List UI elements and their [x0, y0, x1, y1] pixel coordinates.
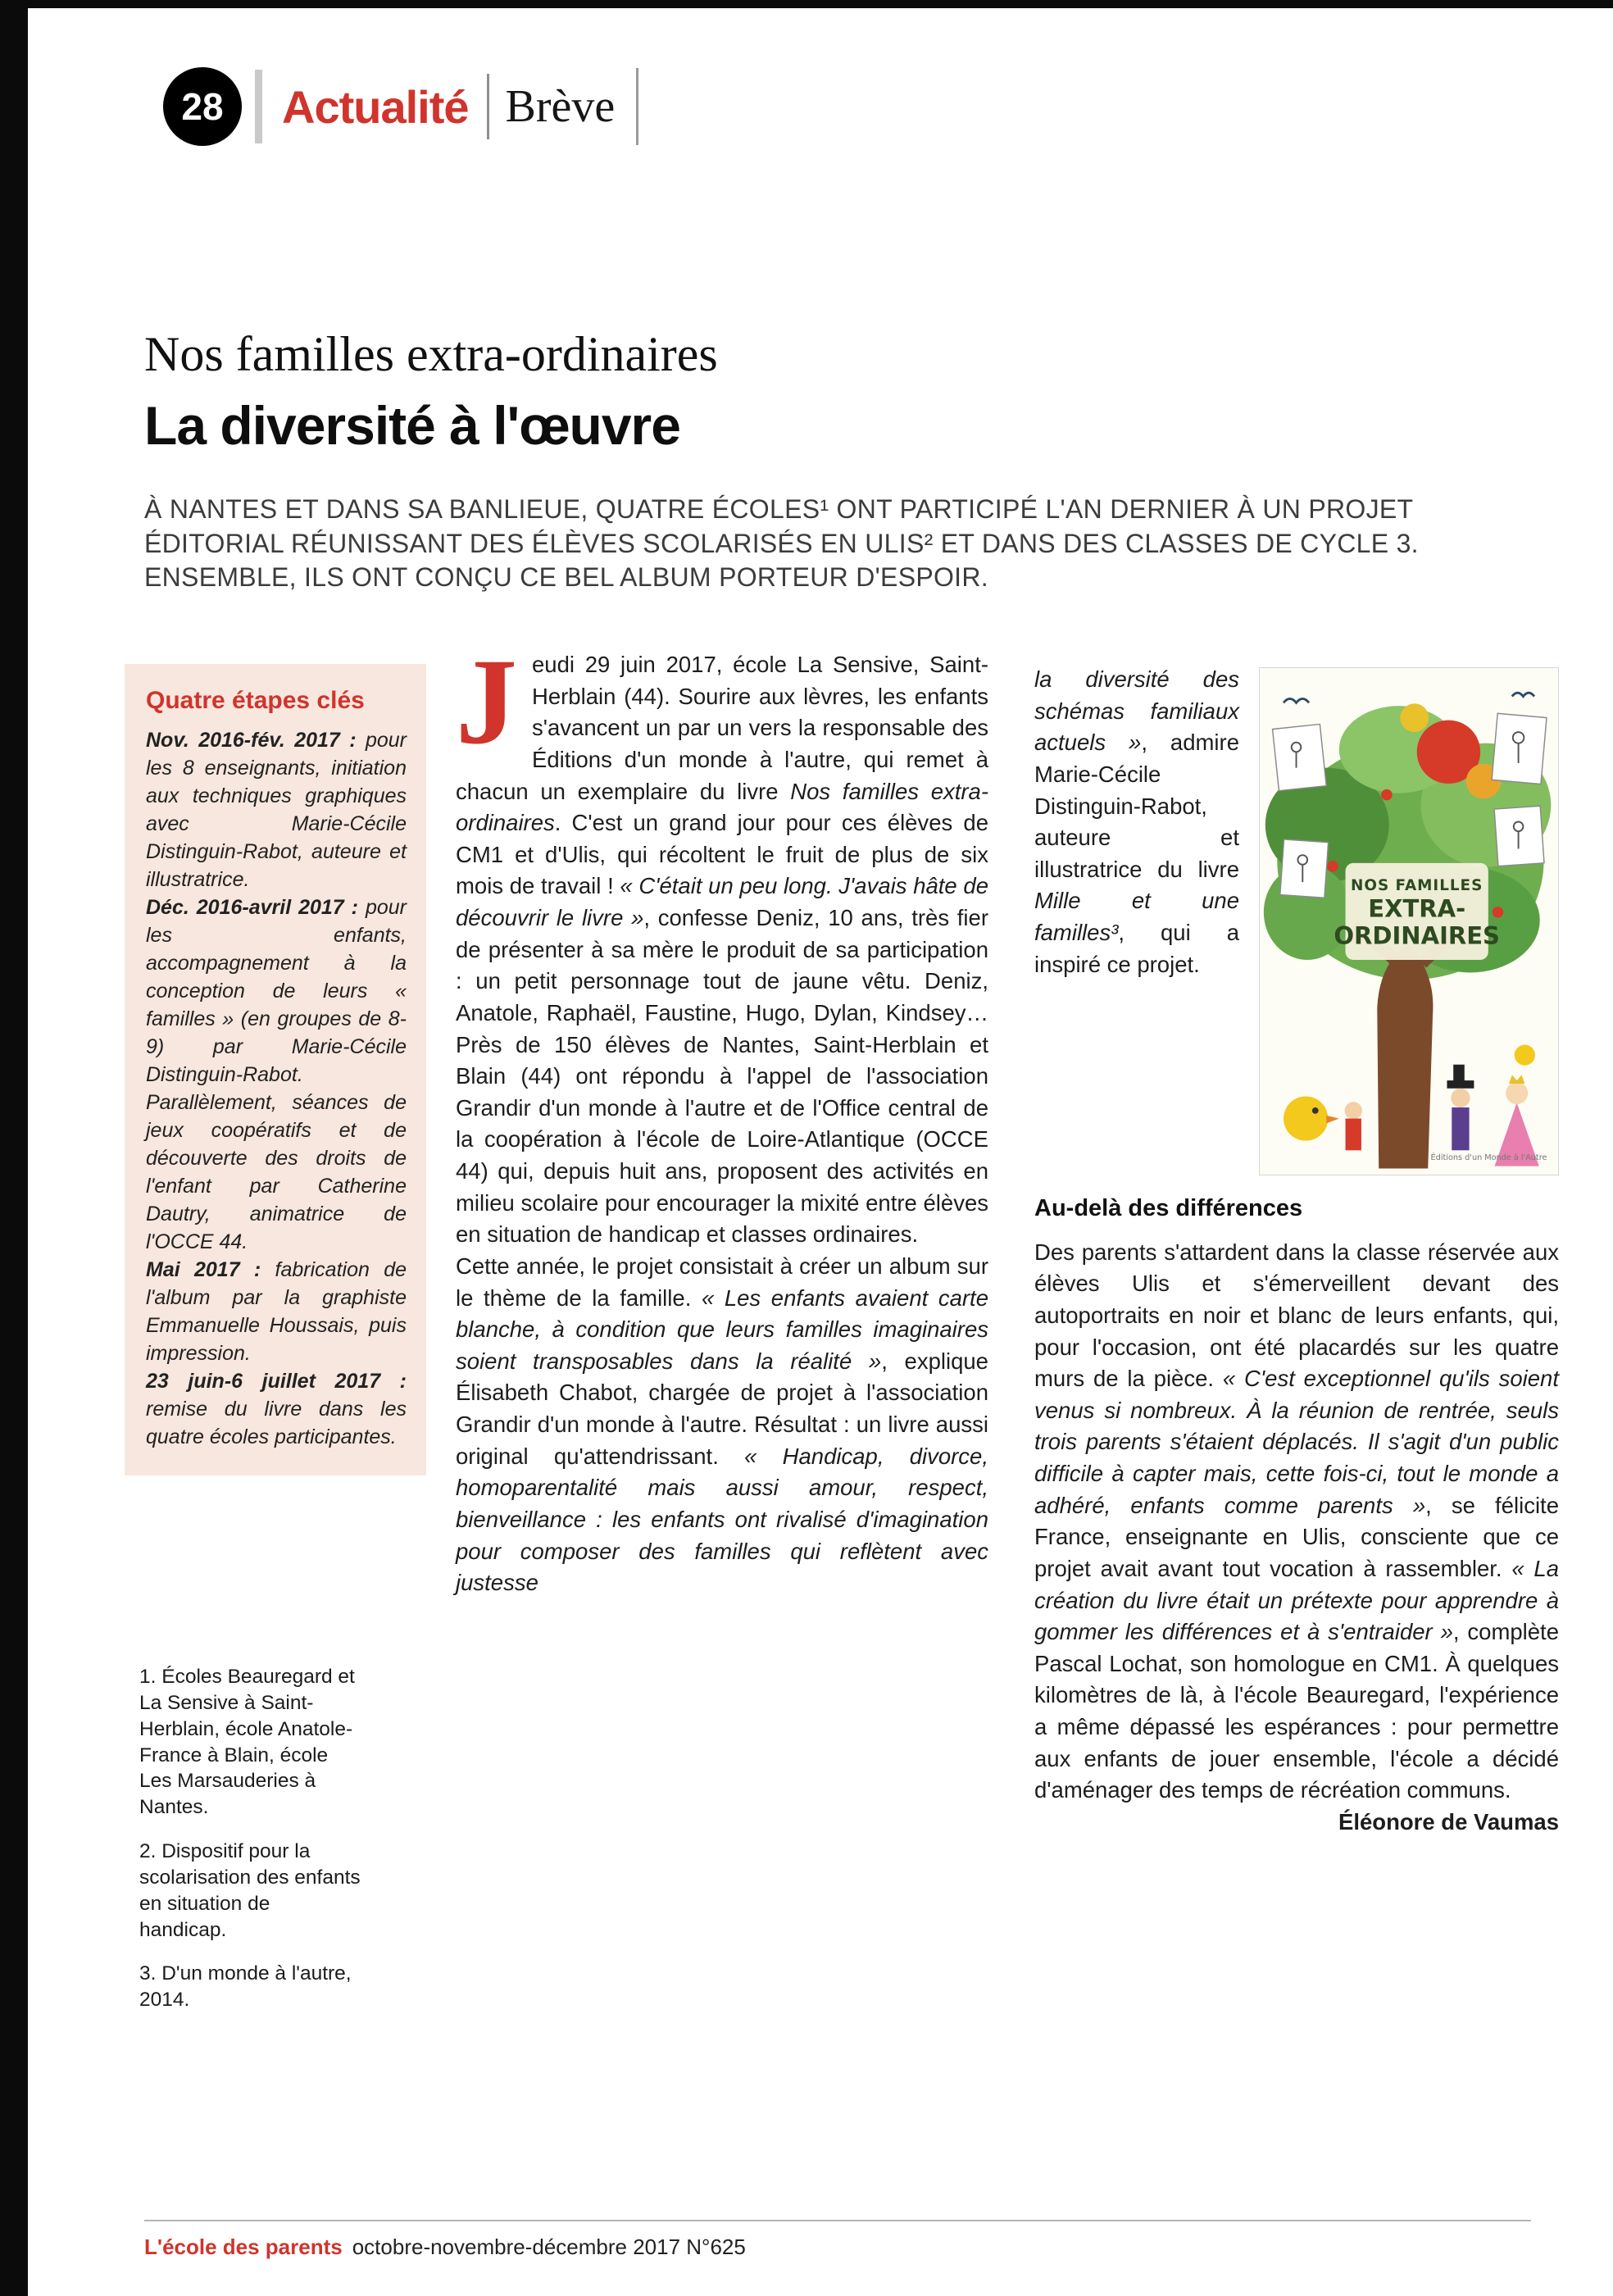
text-segment: , complète Pascal Lochat, son homologue en CM1. À quelques kilomètres de là, à l'école Beauregard, l'expérience a même dépassé les espérances : pour permettre aux enfants de jouer ensemble, l'école a décidé d'aménager des temps de récréation communs.	[1034, 1619, 1559, 1803]
book-title-panel	[1334, 863, 1500, 960]
sidebar-title: Quatre étapes clés	[146, 687, 365, 714]
header-rule	[487, 74, 489, 139]
step-text: fabrication de l'album par la graphiste Emmanuelle Houssais, puis impression.	[146, 1258, 407, 1365]
book-title-line-1: NOS FAMILLES	[1351, 876, 1484, 894]
step-date: Mai 2017 :	[146, 1258, 261, 1281]
sidebar-box	[125, 664, 426, 1475]
author-byline: Éléonore de Vaumas	[1338, 1808, 1559, 1835]
sidebar-step	[146, 1367, 407, 1451]
footnote-1: 1. Écoles Beauregard et La Sensive à Saint-Herblain, école Anatole-France à Blain, école Les Marsauderies à Nantes.	[139, 1666, 355, 1819]
section-label: Actualité	[282, 80, 469, 133]
book-cover	[1259, 667, 1559, 1175]
text-segment: , admire Marie-Cécile Distinguin-Rabot, auteure et illustratrice du livre	[1034, 730, 1239, 882]
page-number-badge	[163, 67, 242, 146]
text-segment: , se félicite France, enseignante en Ulis, consciente que ce projet avait avant tout vocation à rassembler.	[1034, 1492, 1559, 1581]
text-segment-italic: « Handicap, divorce, homoparentalité mais aussi amour, respect, bienveillance : les enfants ont rivalisé d'imagination pour composer des familles qui reflètent avec justesse	[456, 1443, 988, 1596]
article-kicker: Nos familles extra-ordinaires	[144, 327, 718, 381]
book-title-line-3: ORDINAIRES	[1334, 921, 1500, 950]
text-segment-italic: « Les enfants avaient carte blanche, à condition que leurs familles imaginaires soient transposables dans la réalité »	[456, 1284, 988, 1374]
issue-info: octobre-novembre-décembre 2017 N°625	[352, 2235, 746, 2259]
text-segment: , explique Élisabeth Chabot, chargée de projet à l'association Grandir d'un monde à l'autre. Résultat : un livre aussi original qu'attendrissant.	[456, 1348, 988, 1469]
footnote-2: 2. Dispositif pour la scolarisation des enfants en situation de handicap.	[139, 1840, 361, 1941]
red-child-figure	[1345, 1102, 1362, 1150]
step-date: 23 juin-6 juillet 2017 :	[146, 1370, 407, 1393]
text-segment: . C'est un grand jour pour ces élèves de CM1 et d'Ulis, qui récoltent le fruit de plus de six mois de travail !	[456, 810, 988, 899]
magazine-brand: L'école des parents	[144, 2235, 343, 2259]
step-text: pour les 8 enseignants, initiation aux techniques graphiques avec Marie-Cécile Distinguin-Rabot, auteure et illustratrice.	[146, 729, 407, 891]
article-paragraph-2	[456, 1251, 988, 1599]
article-standfirst: À NANTES ET DANS SA BANLIEUE, QUATRE ÉCOLES¹ ONT PARTICIPÉ L'AN DERNIER À UN PROJET ÉDITORIAL RÉUNISSANT DES ÉLÈVES SCOLARISÉS EN ULIS² ET DANS DES CLASSES DE CYCLE 3. ENSEMBLE, ILS ONT CONÇU CE BEL ALBUM PORTEUR D'ESPOIR.	[144, 494, 1419, 593]
header-divider-bar	[255, 70, 262, 143]
text-segment: Des parents s'attardent dans la classe réservée aux élèves Ulis et s'émerveillent devant des autoportraits en noir et blanc de leurs enfants, qui, pour l'occasion, ont été placardés sur les quatre murs de la pièce.	[1034, 1239, 1559, 1392]
page-header	[163, 67, 638, 146]
step-date: Nov. 2016-fév. 2017 :	[146, 729, 357, 752]
sidebar-step	[146, 726, 407, 893]
text-segment-italic: « La création du livre était un prétexte pour apprendre à gommer les différences et à s'entraider »	[1034, 1555, 1559, 1645]
left-column	[125, 664, 426, 2031]
magazine-page	[28, 8, 1613, 2296]
page-footer	[144, 2220, 1531, 2260]
book-title-line-2: EXTRA-	[1368, 894, 1466, 923]
right-paragraph	[1034, 1237, 1559, 1835]
subsection-label: Brève	[505, 81, 616, 132]
text-segment-italic: Nos familles extra-ordinaires	[456, 778, 989, 836]
article-paragraph-1	[456, 634, 989, 1251]
step-date: Déc. 2016-avril 2017 :	[146, 896, 358, 919]
text-segment-italic: Mille et une familles³	[1034, 888, 1239, 945]
footnote-3: 3. D'un monde à l'autre, 2014.	[139, 1962, 352, 2012]
page-number: 28	[181, 85, 224, 128]
small-chick	[1515, 1045, 1535, 1066]
step-text: remise du livre dans les quatre écoles participantes.	[146, 1398, 407, 1448]
text-segment: eudi 29 juin 2017, école La Sensive, Saint-Herblain (44). Sourire aux lèvres, les enfants s'avancent un par un vers la responsable des Éditions d'un monde à l'autre, qui remet à chacun un exemplaire du livre	[456, 652, 988, 804]
sidebar-step	[146, 1256, 407, 1367]
step-text: pour les enfants, accompagnement à la conception de leurs « familles » (en groupes de 8-9) par Marie-Cécile Distinguin-Rabot. Parallèlement, séances de jeux coopératifs et de découverte des droits de l'enfant par Catherine Dautry, animatrice de l'OCCE 44.	[146, 896, 407, 1253]
publisher-credit: Éditions d'un Monde à l'Autre	[1430, 1153, 1547, 1162]
header-rule-2	[636, 68, 638, 145]
text-segment-italic: « C'était un peu long. J'avais hâte de découvrir le livre »	[456, 873, 988, 930]
book-cover-art	[1260, 668, 1558, 1175]
tree-trunk	[1377, 944, 1433, 1169]
right-column	[1034, 664, 1559, 1839]
drop-cap: J	[456, 634, 517, 770]
text-segment: , confesse Deniz, 10 ans, très fier de présenter à sa mère le produit de sa participation : un petit personnage tout de jaune vêtu. Deniz, Anatole, Raphaël, Faustine, Hugo, Dylan, Kindsey… Près de 150 élèves de Nantes, Saint-Herblain et Blain (44) ont répondu à l'appel de l'association Grandir d'un monde à l'autre et de l'Office central de la coopération à l'école de Loire-Atlantique (OCCE 44) qui, depuis huit ans, proposent des activités en milieu scolaire pour encourager la mixité entre élèves en situation de handicap et classes ordinaires.	[456, 905, 988, 1248]
subheading: Au-delà des différences	[1034, 1195, 1303, 1221]
text-segment: Cette année, le projet consistait à créer un album sur le thème de la famille.	[456, 1253, 988, 1311]
middle-column	[456, 634, 989, 1599]
text-segment-italic: « C'est exceptionnel qu'ils soient venus si nombreux. À la réunion de rentrée, seuls trois parents s'étaient déplacés. Il s'agit d'un public difficile à capter mais, cette fois-ci, tout le monde a adhéré, enfants comme parents »	[1034, 1366, 1559, 1518]
sidebar-step	[146, 893, 407, 1256]
text-segment-italic: la diversité des schémas familiaux actuels »	[1034, 666, 1239, 756]
footnotes-block	[139, 1664, 362, 2013]
article-title: La diversité à l'œuvre	[144, 395, 680, 456]
text-segment: , qui a inspiré ce projet.	[1034, 920, 1239, 977]
headline-block	[144, 326, 1538, 595]
